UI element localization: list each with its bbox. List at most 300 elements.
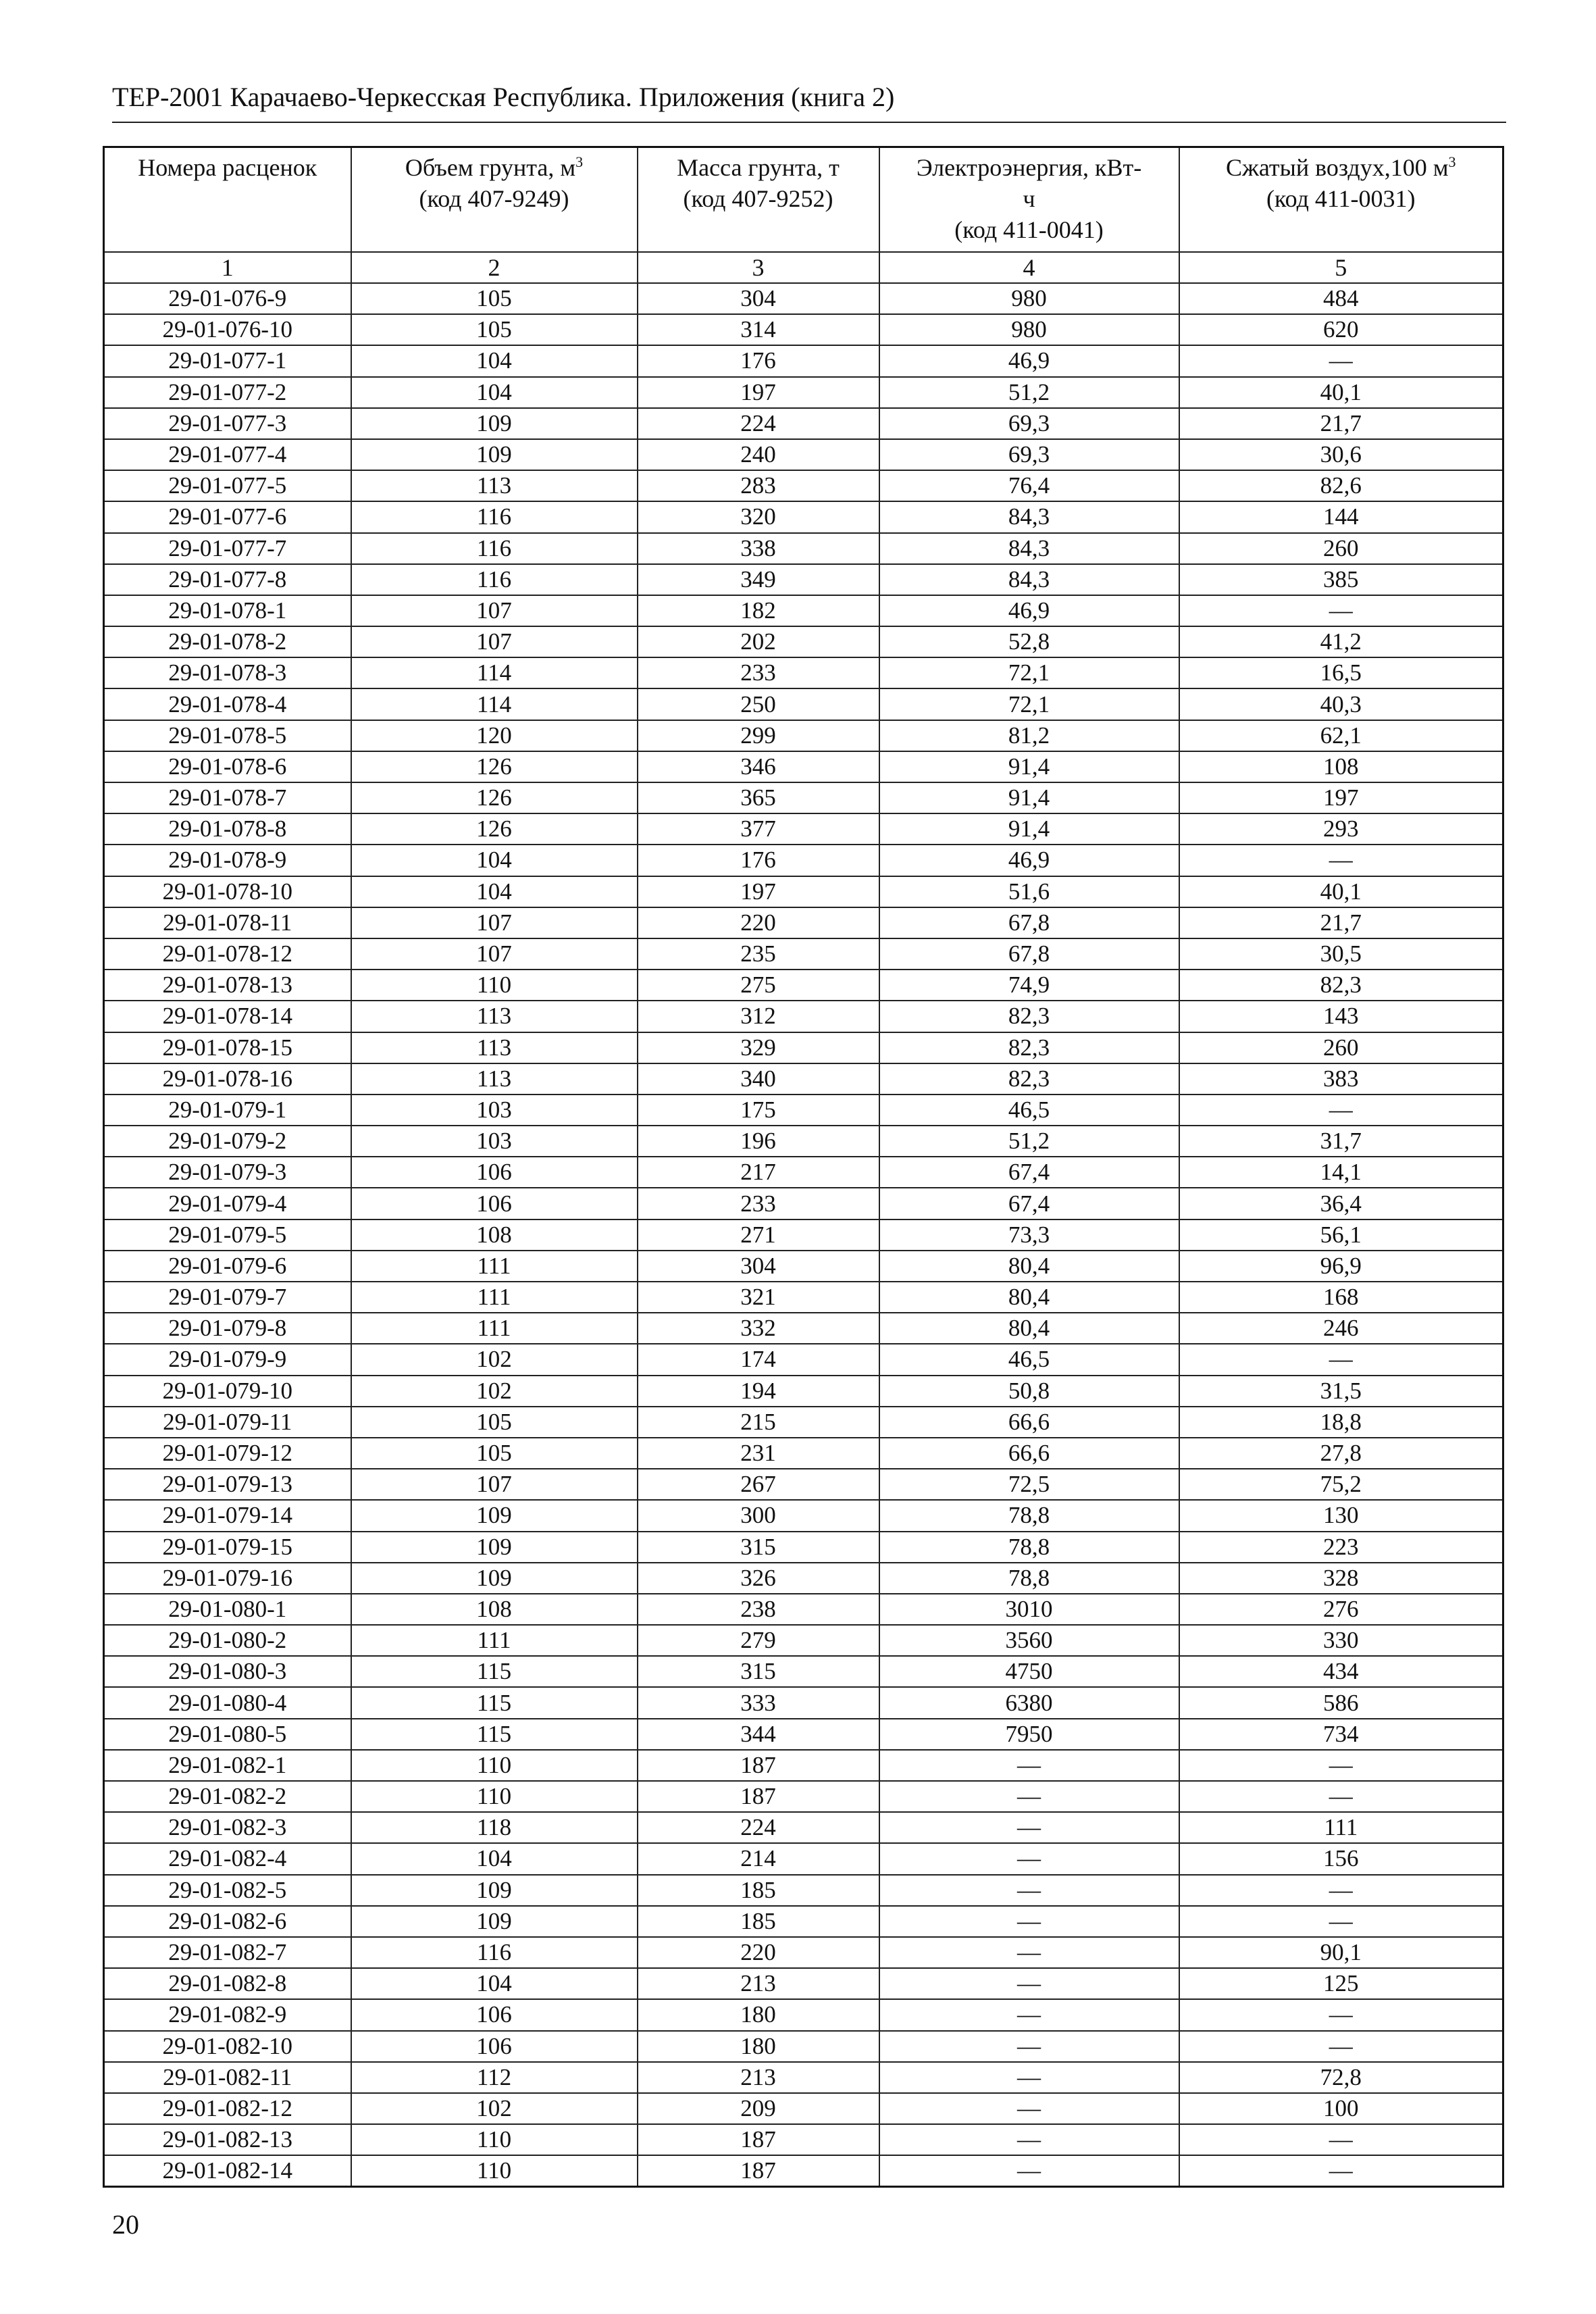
column-header-text: Сжатый воздух,100 м: [1225, 154, 1449, 181]
table-row: [104, 720, 1503, 751]
table-cell: 314: [638, 314, 879, 345]
table-row: [104, 1063, 1503, 1095]
table-row: [104, 377, 1503, 408]
table-cell: 110: [351, 1781, 638, 1812]
table-cell: 383: [1179, 1063, 1503, 1095]
table-cell: —: [879, 2124, 1179, 2155]
table-cell: 330: [1179, 1625, 1503, 1656]
table-row: [104, 1875, 1503, 1906]
column-header-text: Объем грунта, м: [405, 154, 576, 181]
table-cell: 235: [638, 938, 879, 970]
table-cell: 106: [351, 1157, 638, 1188]
table-cell: 108: [351, 1219, 638, 1251]
table-cell: 114: [351, 688, 638, 720]
table-row: [104, 1687, 1503, 1718]
table-row: [104, 439, 1503, 470]
table-cell: 113: [351, 1063, 638, 1095]
table-cell: 73,3: [879, 1219, 1179, 1251]
table-cell: 223: [1179, 1532, 1503, 1563]
table-cell: 113: [351, 470, 638, 501]
table-cell: 29-01-079-12: [104, 1438, 351, 1469]
table-cell: 29-01-082-8: [104, 1968, 351, 1999]
table-cell: 102: [351, 2093, 638, 2124]
table-cell: —: [879, 1968, 1179, 1999]
table-row: [104, 283, 1503, 314]
table-cell: 56,1: [1179, 1219, 1503, 1251]
table-cell: 29-01-082-9: [104, 1999, 351, 2030]
table-cell: 194: [638, 1376, 879, 1407]
table-cell: 27,8: [1179, 1438, 1503, 1469]
table-cell: 29-01-079-11: [104, 1407, 351, 1438]
table-cell: —: [879, 2155, 1179, 2187]
table-row: [104, 1532, 1503, 1563]
table-cell: 29-01-082-3: [104, 1812, 351, 1843]
table-cell: 29-01-082-6: [104, 1906, 351, 1937]
table-cell: 197: [1179, 782, 1503, 813]
table-row: [104, 595, 1503, 626]
table-cell: 197: [638, 876, 879, 907]
table-cell: 29-01-079-15: [104, 1532, 351, 1563]
table-cell: 29-01-077-1: [104, 345, 351, 376]
table-cell: 293: [1179, 813, 1503, 845]
table-row: [104, 533, 1503, 564]
table-cell: 103: [351, 1095, 638, 1126]
table-cell: 213: [638, 2062, 879, 2093]
table-cell: 174: [638, 1344, 879, 1375]
page-number: 20: [112, 2209, 139, 2240]
table-cell: 304: [638, 1251, 879, 1282]
table-cell: 104: [351, 1843, 638, 1874]
table-row: [104, 1032, 1503, 1063]
table-cell: 102: [351, 1344, 638, 1375]
table-cell: 434: [1179, 1656, 1503, 1687]
table-row: [104, 1001, 1503, 1032]
table-cell: 276: [1179, 1594, 1503, 1625]
table-cell: 78,8: [879, 1500, 1179, 1531]
table-cell: 40,1: [1179, 377, 1503, 408]
table-cell: —: [879, 1750, 1179, 1781]
table-cell: 260: [1179, 1032, 1503, 1063]
table-cell: 29-01-080-1: [104, 1594, 351, 1625]
table-cell: 30,5: [1179, 938, 1503, 970]
table-cell: 143: [1179, 1001, 1503, 1032]
table-row: [104, 1625, 1503, 1656]
table-row: [104, 657, 1503, 688]
table-cell: 115: [351, 1719, 638, 1750]
table-cell: 69,3: [879, 439, 1179, 470]
table-row: [104, 1812, 1503, 1843]
table-cell: 29-01-080-5: [104, 1719, 351, 1750]
table-cell: 111: [351, 1313, 638, 1344]
table-cell: 109: [351, 1906, 638, 1937]
table-cell: 80,4: [879, 1313, 1179, 1344]
table-cell: 46,9: [879, 345, 1179, 376]
table-cell: 31,7: [1179, 1126, 1503, 1157]
table-cell: 29-01-078-13: [104, 970, 351, 1001]
table-cell: 300: [638, 1500, 879, 1531]
column-header-line: [105, 152, 351, 183]
table-cell: 46,5: [879, 1095, 1179, 1126]
table-cell: 7950: [879, 1719, 1179, 1750]
table-cell: 187: [638, 1781, 879, 1812]
table-row: [104, 1157, 1503, 1188]
table-row: [104, 2093, 1503, 2124]
table-cell: 220: [638, 907, 879, 938]
table-cell: 180: [638, 2031, 879, 2062]
table-cell: —: [1179, 1344, 1503, 1375]
table-row: [104, 876, 1503, 907]
table-cell: 215: [638, 1407, 879, 1438]
table-cell: 213: [638, 1968, 879, 1999]
table-row: [104, 1781, 1503, 1812]
table-cell: 84,3: [879, 533, 1179, 564]
table-cell: 333: [638, 1687, 879, 1718]
table-cell: 29-01-078-15: [104, 1032, 351, 1063]
table-cell: 29-01-079-3: [104, 1157, 351, 1188]
column-number-row: [104, 252, 1503, 283]
table-cell: —: [1179, 1999, 1503, 2030]
table-row: [104, 1750, 1503, 1781]
table-cell: 217: [638, 1157, 879, 1188]
table-cell: 111: [1179, 1812, 1503, 1843]
table-cell: 340: [638, 1063, 879, 1095]
table-cell: —: [1179, 1750, 1503, 1781]
table-cell: 29-01-078-1: [104, 595, 351, 626]
table-cell: —: [1179, 1095, 1503, 1126]
table-cell: 81,2: [879, 720, 1179, 751]
table-cell: 980: [879, 314, 1179, 345]
table-cell: 104: [351, 845, 638, 876]
table-cell: 62,1: [1179, 720, 1503, 751]
table-cell: 109: [351, 408, 638, 439]
table-row: [104, 501, 1503, 532]
table-cell: —: [879, 1843, 1179, 1874]
table-cell: 67,4: [879, 1157, 1179, 1188]
table-row: [104, 1438, 1503, 1469]
table-row: [104, 2155, 1503, 2187]
table-cell: —: [879, 2062, 1179, 2093]
table-cell: 6380: [879, 1687, 1179, 1718]
table-cell: 72,5: [879, 1469, 1179, 1500]
table-cell: 78,8: [879, 1563, 1179, 1594]
table-cell: 69,3: [879, 408, 1179, 439]
table-cell: 980: [879, 283, 1179, 314]
table-cell: 103: [351, 1126, 638, 1157]
column-header: [104, 147, 351, 253]
table-cell: 100: [1179, 2093, 1503, 2124]
table-cell: 304: [638, 283, 879, 314]
table-cell: 75,2: [1179, 1469, 1503, 1500]
table-cell: 46,9: [879, 595, 1179, 626]
table-cell: 321: [638, 1282, 879, 1313]
table-row: [104, 970, 1503, 1001]
table-cell: 238: [638, 1594, 879, 1625]
table-row: [104, 1095, 1503, 1126]
table-cell: 108: [1179, 751, 1503, 782]
table-cell: 126: [351, 813, 638, 845]
table-cell: 365: [638, 782, 879, 813]
column-header-text: Масса грунта, т: [677, 154, 840, 181]
table-row: [104, 1719, 1503, 1750]
column-header-line: ч: [1023, 185, 1035, 212]
table-cell: 72,8: [1179, 2062, 1503, 2093]
table-cell: 3010: [879, 1594, 1179, 1625]
table-row: [104, 1563, 1503, 1594]
table-cell: 283: [638, 470, 879, 501]
table-row: [104, 1469, 1503, 1500]
table-cell: 109: [351, 1563, 638, 1594]
table-cell: 233: [638, 1188, 879, 1219]
table-cell: 620: [1179, 314, 1503, 345]
table-cell: 231: [638, 1438, 879, 1469]
table-cell: 29-01-076-9: [104, 283, 351, 314]
table-cell: 214: [638, 1843, 879, 1874]
table-row: [104, 1251, 1503, 1282]
table-cell: 29-01-077-8: [104, 564, 351, 595]
table-row: [104, 1126, 1503, 1157]
table-cell: 107: [351, 938, 638, 970]
table-cell: 29-01-082-4: [104, 1843, 351, 1874]
table-cell: 187: [638, 2124, 879, 2155]
table-cell: 275: [638, 970, 879, 1001]
table-cell: —: [879, 1875, 1179, 1906]
table-cell: 176: [638, 345, 879, 376]
table-row: [104, 626, 1503, 657]
table-cell: 29-01-082-11: [104, 2062, 351, 2093]
table-cell: 114: [351, 657, 638, 688]
table-cell: 4750: [879, 1656, 1179, 1687]
table-cell: 107: [351, 626, 638, 657]
table-cell: 329: [638, 1032, 879, 1063]
table-cell: 197: [638, 377, 879, 408]
table-cell: 111: [351, 1625, 638, 1656]
table-row: [104, 1843, 1503, 1874]
table-cell: 168: [1179, 1282, 1503, 1313]
table-cell: 67,8: [879, 907, 1179, 938]
table-cell: 116: [351, 533, 638, 564]
table-cell: 29-01-079-6: [104, 1251, 351, 1282]
table-row: [104, 314, 1503, 345]
table-cell: 126: [351, 782, 638, 813]
rates-table: [103, 146, 1504, 2188]
table-row: [104, 1937, 1503, 1968]
table-cell: 271: [638, 1219, 879, 1251]
table-cell: 29-01-079-9: [104, 1344, 351, 1375]
table-cell: 29-01-082-2: [104, 1781, 351, 1812]
table-row: [104, 2062, 1503, 2093]
table-cell: 82,6: [1179, 470, 1503, 501]
table-row: [104, 1999, 1503, 2030]
column-header-line: [1180, 152, 1503, 183]
table-cell: 29-01-079-14: [104, 1500, 351, 1531]
table-cell: 484: [1179, 283, 1503, 314]
table-cell: 51,2: [879, 1126, 1179, 1157]
column-header-text: Электроэнергия, кВт-: [916, 154, 1142, 181]
table-cell: 105: [351, 1407, 638, 1438]
table-cell: 82,3: [879, 1001, 1179, 1032]
table-cell: —: [879, 1812, 1179, 1843]
column-header-line: [638, 152, 879, 183]
table-cell: 180: [638, 1999, 879, 2030]
table-cell: 185: [638, 1875, 879, 1906]
table-row: [104, 688, 1503, 720]
table-cell: 338: [638, 533, 879, 564]
column-number: 4: [879, 252, 1179, 283]
table-cell: 332: [638, 1313, 879, 1344]
table-row: [104, 1500, 1503, 1531]
table-cell: 21,7: [1179, 408, 1503, 439]
table-cell: 29-01-082-5: [104, 1875, 351, 1906]
column-header-line: [352, 152, 637, 183]
table-cell: 344: [638, 1719, 879, 1750]
table-cell: 46,9: [879, 845, 1179, 876]
table-cell: 29-01-080-3: [104, 1656, 351, 1687]
table-cell: 312: [638, 1001, 879, 1032]
table-cell: 105: [351, 314, 638, 345]
table-cell: 734: [1179, 1719, 1503, 1750]
table-cell: 299: [638, 720, 879, 751]
table-row: [104, 813, 1503, 845]
column-header: [879, 147, 1179, 253]
table-cell: 267: [638, 1469, 879, 1500]
table-cell: 320: [638, 501, 879, 532]
table-row: [104, 1656, 1503, 1687]
table-cell: 209: [638, 2093, 879, 2124]
table-cell: 233: [638, 657, 879, 688]
table-cell: 156: [1179, 1843, 1503, 1874]
table-cell: 72,1: [879, 688, 1179, 720]
table-cell: 29-01-078-12: [104, 938, 351, 970]
table-cell: 29-01-078-4: [104, 688, 351, 720]
table-cell: 80,4: [879, 1282, 1179, 1313]
column-header-line: [880, 152, 1179, 183]
table-cell: 126: [351, 751, 638, 782]
table-cell: 29-01-078-2: [104, 626, 351, 657]
table-cell: 109: [351, 1500, 638, 1531]
column-number: 1: [104, 252, 351, 283]
table-cell: 144: [1179, 501, 1503, 532]
table-cell: 29-01-082-1: [104, 1750, 351, 1781]
table-cell: 3560: [879, 1625, 1179, 1656]
table-cell: 120: [351, 720, 638, 751]
table-cell: 220: [638, 1937, 879, 1968]
table-row: [104, 2124, 1503, 2155]
table-row: [104, 1376, 1503, 1407]
table-row: [104, 907, 1503, 938]
table-cell: 29-01-079-1: [104, 1095, 351, 1126]
table-cell: 116: [351, 501, 638, 532]
table-cell: 224: [638, 1812, 879, 1843]
table-row: [104, 1282, 1503, 1313]
table-cell: 51,6: [879, 876, 1179, 907]
table-cell: 110: [351, 2124, 638, 2155]
table-cell: —: [1179, 1781, 1503, 1812]
table-cell: 115: [351, 1687, 638, 1718]
table-cell: 82,3: [879, 1063, 1179, 1095]
column-header-text: Номера расценок: [138, 154, 317, 181]
table-cell: 113: [351, 1032, 638, 1063]
table-cell: 106: [351, 1999, 638, 2030]
table-cell: 72,1: [879, 657, 1179, 688]
table-cell: 29-01-077-3: [104, 408, 351, 439]
table-cell: 84,3: [879, 501, 1179, 532]
table-cell: 31,5: [1179, 1376, 1503, 1407]
table-row: [104, 1407, 1503, 1438]
column-header: [638, 147, 879, 253]
table-cell: 176: [638, 845, 879, 876]
table-row: [104, 845, 1503, 876]
table-row: [104, 1219, 1503, 1251]
column-header-line: (код 411-0041): [954, 216, 1104, 243]
table-cell: 118: [351, 1812, 638, 1843]
table-cell: 30,6: [1179, 439, 1503, 470]
table-cell: 96,9: [1179, 1251, 1503, 1282]
table-cell: 29-01-077-7: [104, 533, 351, 564]
column-header: [351, 147, 638, 253]
table-cell: 29-01-082-13: [104, 2124, 351, 2155]
unit-superscript: 3: [1448, 153, 1456, 170]
table-cell: 16,5: [1179, 657, 1503, 688]
table-cell: —: [879, 1937, 1179, 1968]
table-cell: 196: [638, 1126, 879, 1157]
table-cell: 110: [351, 970, 638, 1001]
table-cell: 110: [351, 2155, 638, 2187]
table-cell: 29-01-078-9: [104, 845, 351, 876]
table-row: [104, 1594, 1503, 1625]
table-cell: —: [879, 1906, 1179, 1937]
table-cell: 91,4: [879, 751, 1179, 782]
table-cell: 111: [351, 1282, 638, 1313]
table-cell: 130: [1179, 1500, 1503, 1531]
table-cell: 67,8: [879, 938, 1179, 970]
table-cell: —: [1179, 2031, 1503, 2062]
column-number: 5: [1179, 252, 1503, 283]
table-cell: —: [879, 2093, 1179, 2124]
table-cell: 109: [351, 1532, 638, 1563]
table-cell: 185: [638, 1906, 879, 1937]
table-cell: 14,1: [1179, 1157, 1503, 1188]
table-cell: —: [879, 1999, 1179, 2030]
table-cell: 74,9: [879, 970, 1179, 1001]
table-cell: 91,4: [879, 782, 1179, 813]
table-cell: 82,3: [1179, 970, 1503, 1001]
table-cell: 29-01-078-3: [104, 657, 351, 688]
table-cell: 91,4: [879, 813, 1179, 845]
table-cell: 29-01-079-8: [104, 1313, 351, 1344]
table-row: [104, 345, 1503, 376]
table-cell: 240: [638, 439, 879, 470]
table-row: [104, 1968, 1503, 1999]
table-cell: 109: [351, 1875, 638, 1906]
table-cell: 112: [351, 2062, 638, 2093]
table-cell: 41,2: [1179, 626, 1503, 657]
table-cell: 104: [351, 1968, 638, 1999]
table-cell: 29-01-078-16: [104, 1063, 351, 1095]
table-cell: 66,6: [879, 1407, 1179, 1438]
table-cell: 66,6: [879, 1438, 1179, 1469]
table-cell: 29-01-082-10: [104, 2031, 351, 2062]
table-cell: 116: [351, 1937, 638, 1968]
table-cell: —: [1179, 2124, 1503, 2155]
table-cell: 115: [351, 1656, 638, 1687]
table-cell: 349: [638, 564, 879, 595]
table-cell: 182: [638, 595, 879, 626]
table-cell: 315: [638, 1532, 879, 1563]
column-number: 2: [351, 252, 638, 283]
table-cell: 51,2: [879, 377, 1179, 408]
table-cell: 90,1: [1179, 1937, 1503, 1968]
table-cell: 107: [351, 907, 638, 938]
